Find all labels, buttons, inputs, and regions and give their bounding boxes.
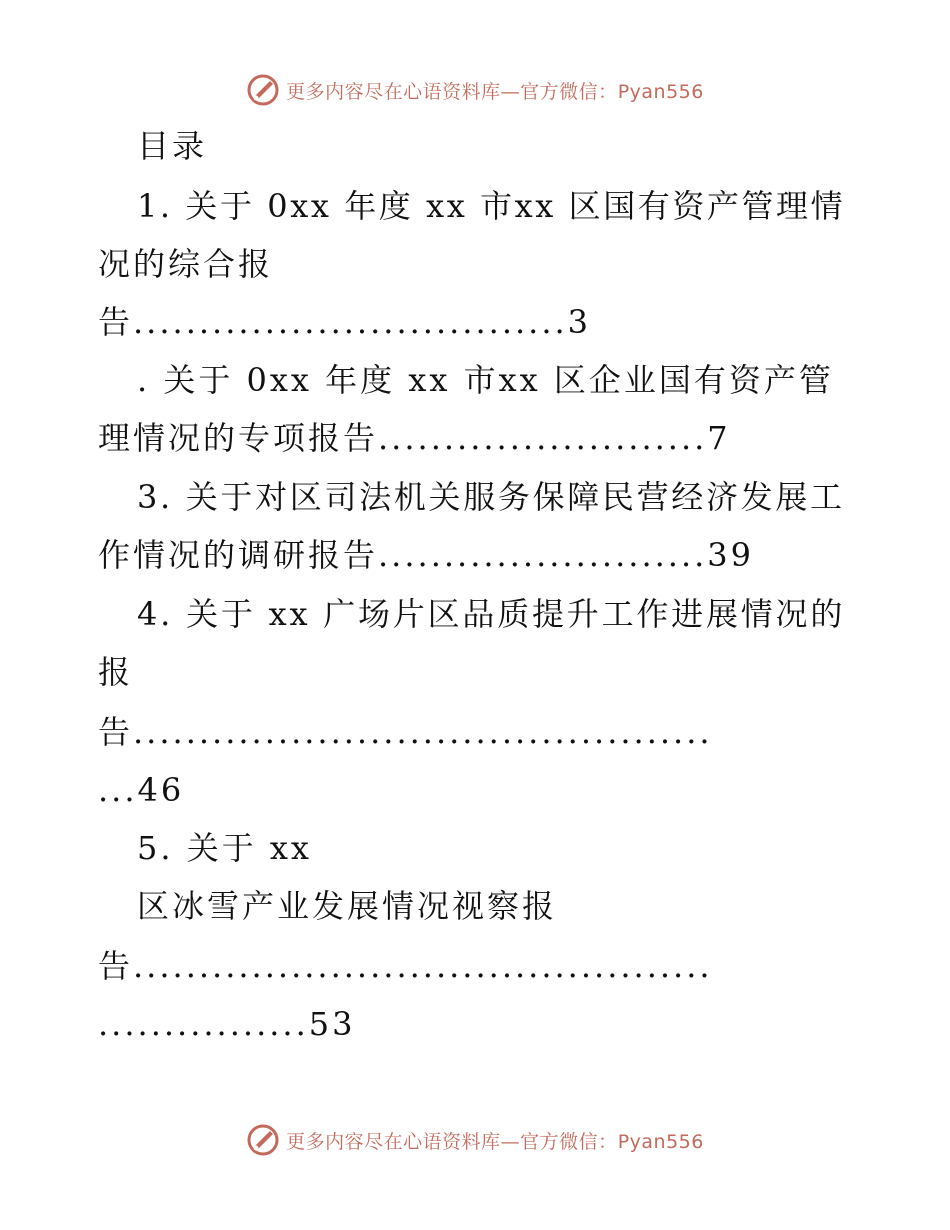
toc-entry-5-line-1: 5. 关于 xx bbox=[137, 829, 312, 867]
toc-entry-1-line-3: 告.................................3 bbox=[98, 303, 592, 341]
toc-entry-1-line-1: 1. 关于 0xx 年度 xx 市xx 区国有资产管理情 bbox=[137, 187, 846, 225]
watermark-text: 更多内容尽在心语资料库—官方微信：Pyan556 bbox=[286, 1130, 704, 1153]
toc-entry-2-line-2: 理情况的专项报告.........................7 bbox=[98, 419, 731, 457]
toc-entry-5-line-2: 区冰雪产业发展情况视察报 bbox=[137, 887, 558, 925]
toc-entry-5-line-4: ................53 bbox=[98, 1005, 356, 1043]
toc-entry-1-line-2: 况的综合报 bbox=[98, 245, 274, 283]
footer-watermark bbox=[0, 1120, 950, 1160]
toc-entry-3-line-1: 3. 关于对区司法机关服务保障民营经济发展工 bbox=[137, 478, 845, 516]
header-watermark bbox=[0, 70, 950, 110]
toc-entry-2-line-1: . 关于 0xx 年度 xx 市xx 区企业国有资产管 bbox=[137, 361, 834, 399]
pen-logo-icon bbox=[246, 73, 280, 107]
watermark-text: 更多内容尽在心语资料库—官方微信：Pyan556 bbox=[286, 80, 704, 103]
toc-entry-5-line-3: 告............................................ bbox=[98, 947, 713, 985]
toc-entry-4-line-3: 告............................................ bbox=[98, 713, 713, 751]
toc-entry-4-line-1: 4. 关于 xx 广场片区品质提升工作进展情况的 bbox=[137, 595, 846, 633]
toc-title: 目录 bbox=[137, 127, 208, 165]
toc-entry-4-line-2: 报 bbox=[98, 653, 134, 691]
toc-entry-4-line-4: ...46 bbox=[98, 771, 185, 809]
toc-entry-3-line-2: 作情况的调研报告.........................39 bbox=[98, 536, 755, 574]
pen-logo-icon bbox=[246, 1123, 280, 1157]
